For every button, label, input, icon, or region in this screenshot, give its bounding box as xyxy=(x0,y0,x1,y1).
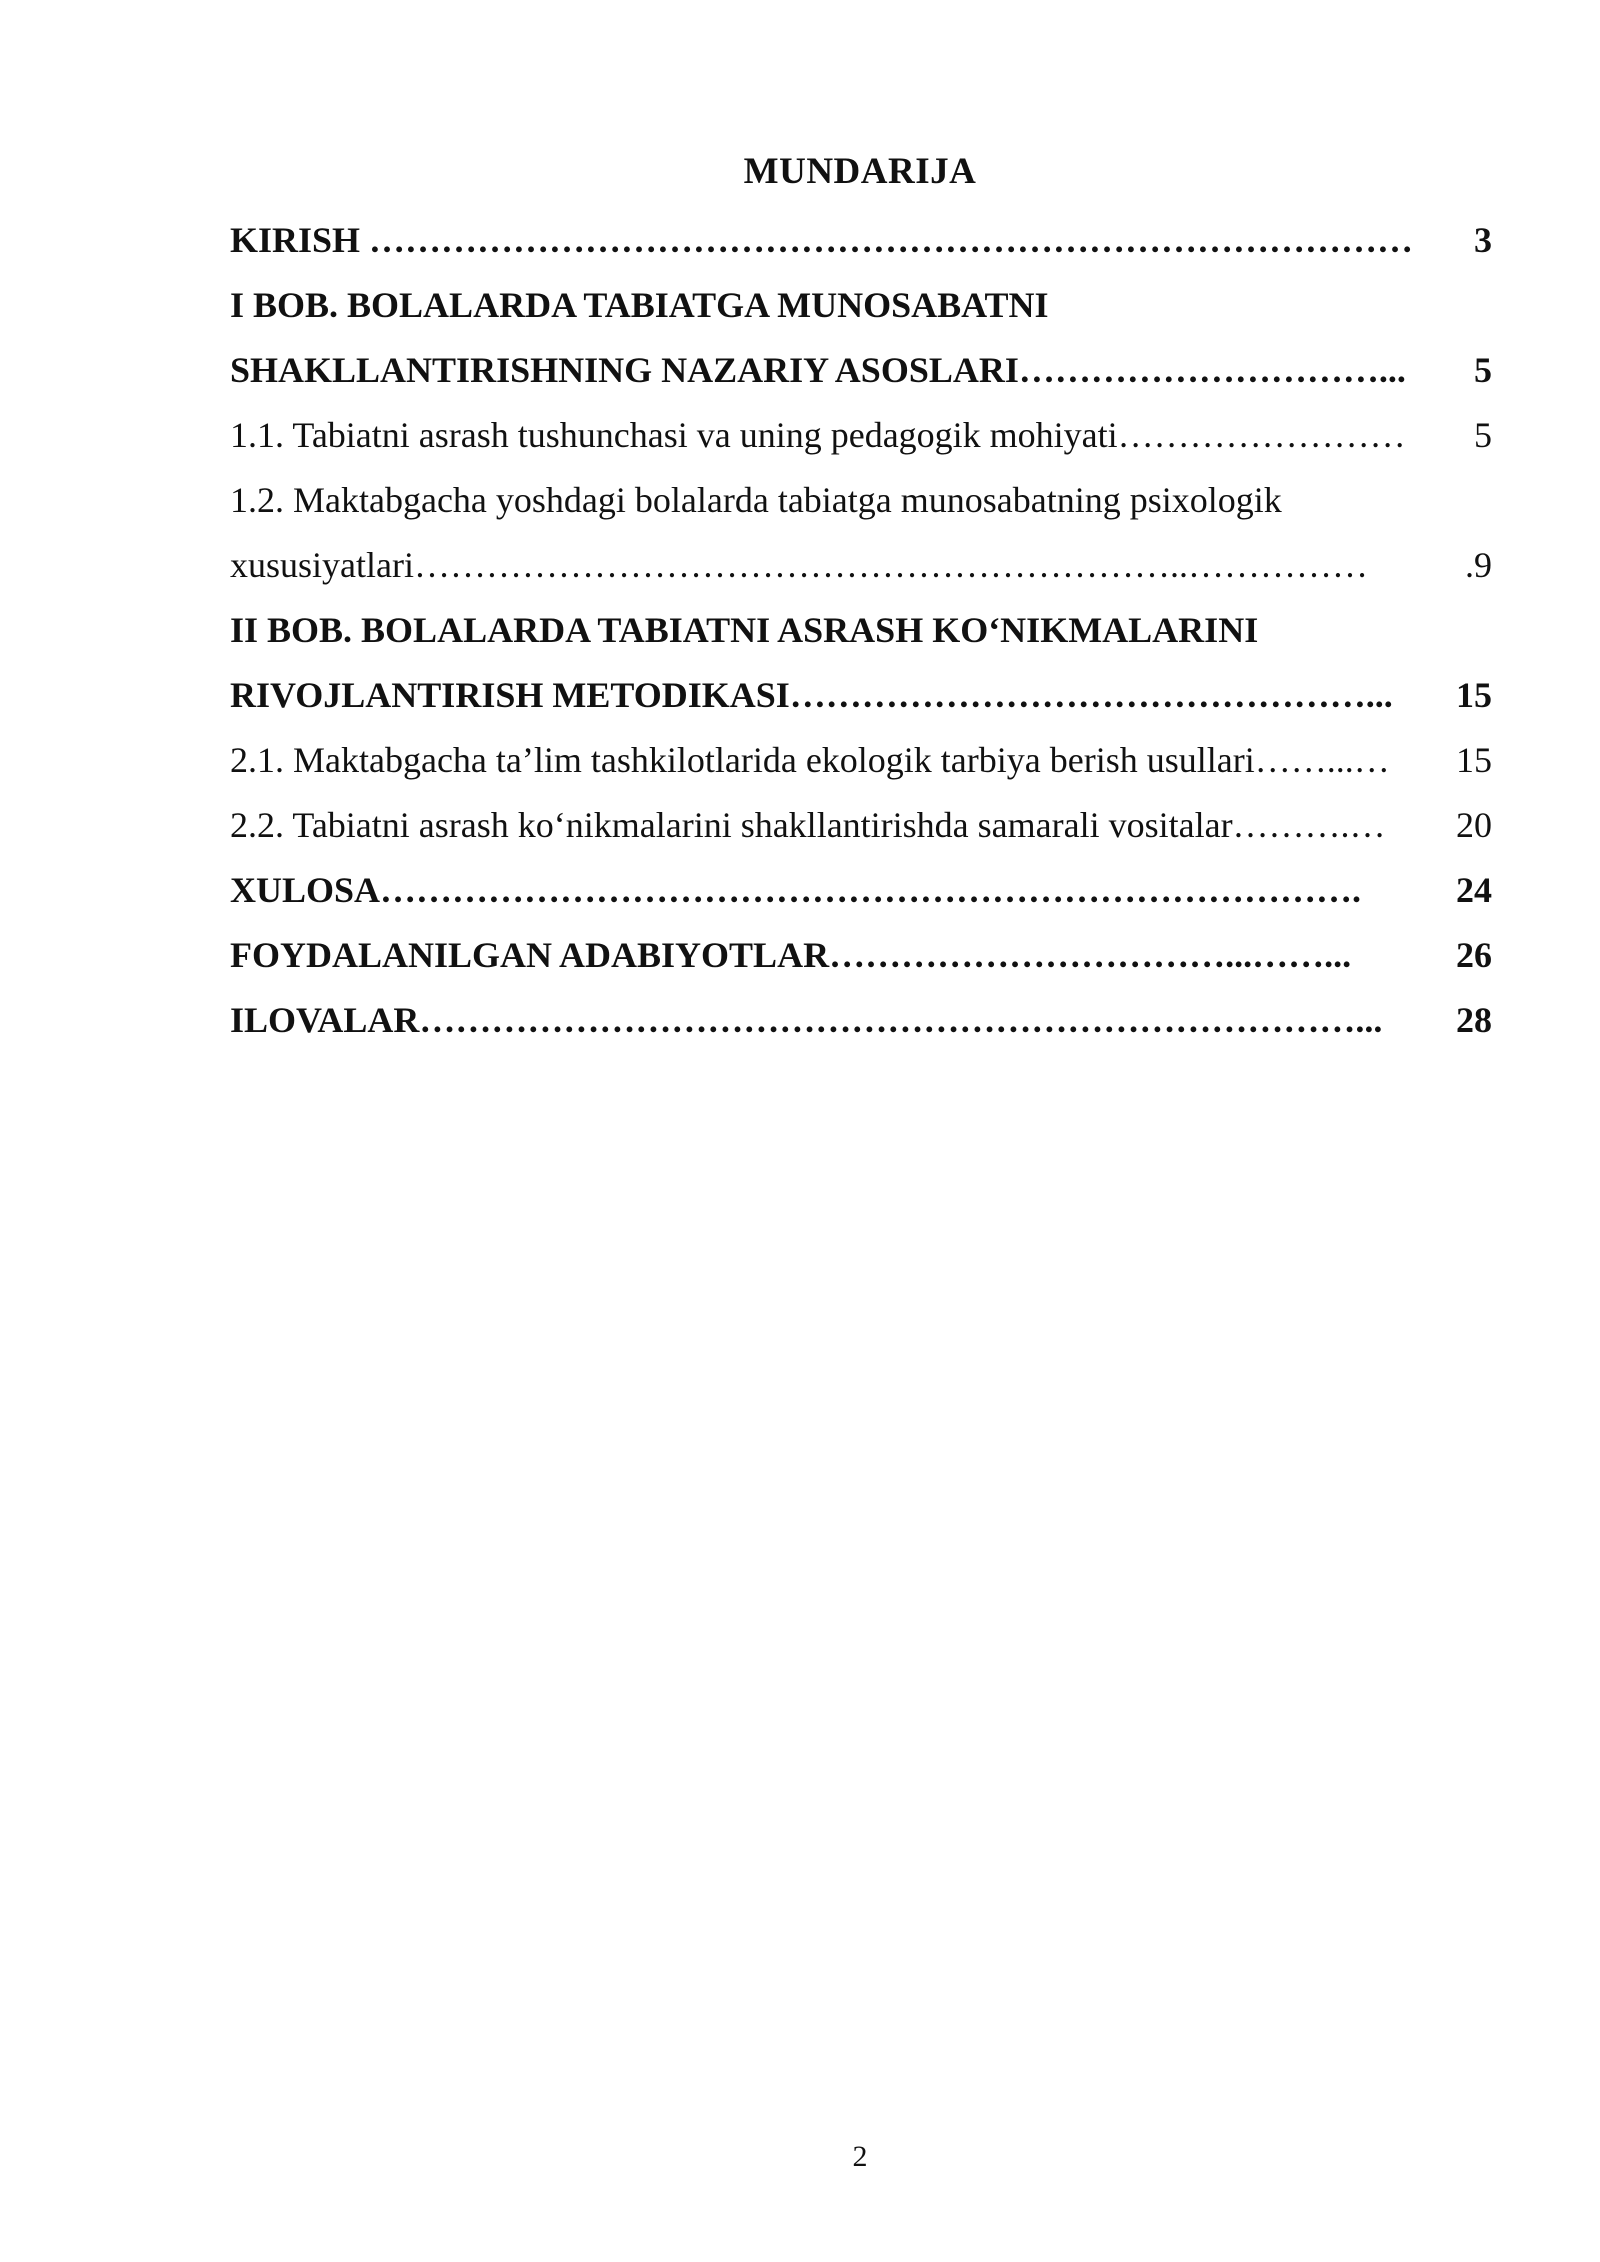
toc-entry-label: XULOSA………………………………………………………………………. xyxy=(230,870,1362,910)
toc-entry-kirish xyxy=(230,208,1492,273)
toc-entry-page: 3 xyxy=(1474,220,1492,260)
toc-entry-chapter-1-title xyxy=(230,273,1492,338)
page-title: MUNDARIJA xyxy=(743,151,977,192)
toc-entry-label: xususiyatlari………………………………………………………..…………… xyxy=(230,545,1368,585)
toc-entry-label: 1.2. Maktabgacha yoshdagi bolalarda tabiatga munosabatning psixologik xyxy=(230,480,1282,520)
toc-entry-page: 20 xyxy=(1456,805,1492,845)
toc-entry-xulosa xyxy=(230,858,1492,923)
toc-entry-label: KIRISH …………………………………………………………………………… xyxy=(230,220,1414,260)
table-of-contents xyxy=(230,208,1492,1053)
toc-entry-chapter-1-title-cont xyxy=(230,338,1492,403)
toc-entry-page: 15 xyxy=(1456,675,1492,715)
toc-entry-page: 15 xyxy=(1456,740,1492,780)
toc-entry-label: II BOB. BOLALARDA TABIATNI ASRASH KO‘NIKMALARINI xyxy=(230,610,1259,650)
toc-entry-label: 2.2. Tabiatni asrash ko‘nikmalarini shakllantirishda samarali vositalar……….… xyxy=(230,805,1386,845)
toc-entry-section-1-1 xyxy=(230,403,1492,468)
page-number: 2 xyxy=(852,2140,868,2173)
toc-entry-page: .9 xyxy=(1465,545,1492,585)
toc-entry-section-2-2 xyxy=(230,793,1492,858)
toc-entry-page: 24 xyxy=(1456,870,1492,910)
toc-entry-chapter-2-title-cont xyxy=(230,663,1492,728)
toc-entry-label: 2.1. Maktabgacha ta’lim tashkilotlarida ekologik tarbiya berish usullari……...… xyxy=(230,740,1390,780)
toc-entry-chapter-2-title xyxy=(230,598,1492,663)
toc-entry-section-1-2 xyxy=(230,468,1492,533)
toc-entry-page: 5 xyxy=(1474,415,1492,455)
toc-entry-page: 26 xyxy=(1456,935,1492,975)
toc-entry-section-2-1 xyxy=(230,728,1492,793)
toc-entry-label: ILOVALAR……………………………………………………………………... xyxy=(230,1000,1383,1040)
toc-entry-page: 5 xyxy=(1474,350,1492,390)
toc-entry-label: FOYDALANILGAN ADABIYOTLAR……………………………...……... xyxy=(230,935,1352,975)
toc-entry-label: 1.1. Tabiatni asrash tushunchasi va uning pedagogik mohiyati…………………… xyxy=(230,415,1406,455)
toc-entry-page: 28 xyxy=(1456,1000,1492,1040)
toc-entry-section-1-2-cont xyxy=(230,533,1492,598)
toc-entry-label: I BOB. BOLALARDA TABIATGA MUNOSABATNI xyxy=(230,285,1049,325)
toc-entry-label: SHAKLLANTIRISHNING NAZARIY ASOSLARI…………………………... xyxy=(230,350,1406,390)
toc-entry-label: RIVOJLANTIRISH METODIKASI…………………………………………... xyxy=(230,675,1393,715)
toc-entry-adabiyotlar xyxy=(230,923,1492,988)
toc-entry-ilovalar xyxy=(230,988,1492,1053)
